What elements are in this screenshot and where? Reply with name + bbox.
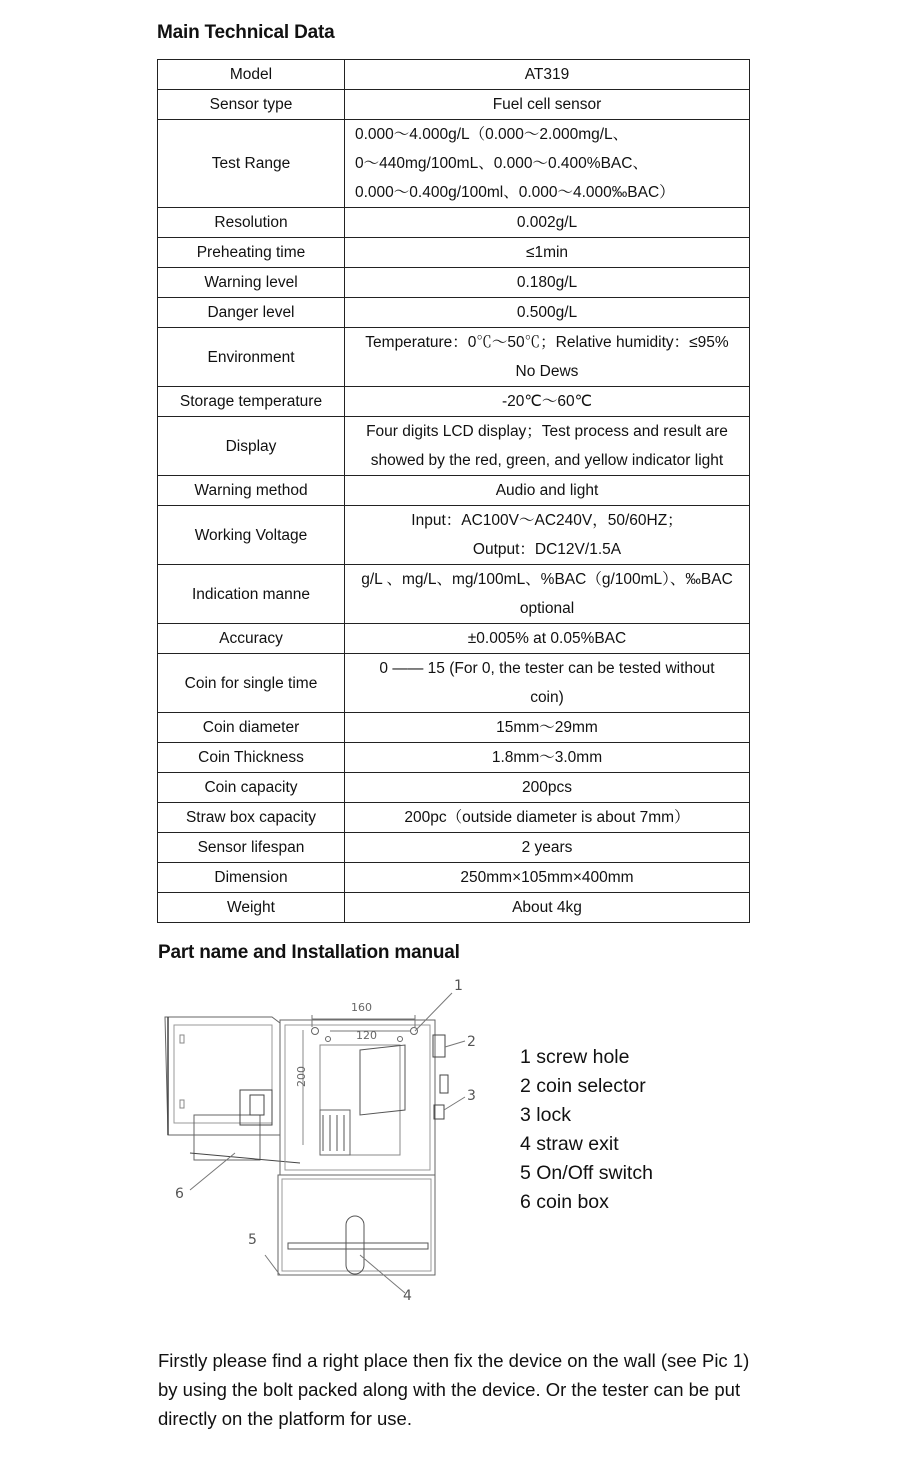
- spec-row: [158, 863, 750, 893]
- spec-value: [345, 743, 750, 773]
- spec-row: [158, 833, 750, 863]
- spec-value-line: Four digits LCD display；Test process and result are: [366, 423, 728, 440]
- spec-label: Indication manne: [158, 565, 345, 624]
- callout-2: 2: [467, 1034, 476, 1050]
- lower-panel: [278, 1175, 435, 1275]
- spec-value: [345, 476, 750, 506]
- spec-value: [345, 506, 750, 565]
- straw-exit: [288, 1243, 428, 1249]
- spec-value-line: About 4kg: [512, 899, 582, 916]
- spec-label: Storage temperature: [158, 387, 345, 417]
- spec-row: [158, 624, 750, 654]
- spec-row: [158, 713, 750, 743]
- spec-row: [158, 120, 750, 208]
- dimension-200-label: 200: [295, 1066, 308, 1087]
- spec-value-line: Temperature：0℃～50℃；Relative humidity：≤95%: [365, 334, 729, 351]
- spec-value-line: Audio and light: [495, 482, 599, 499]
- callout-4: 4: [403, 1288, 412, 1304]
- spec-row: [158, 268, 750, 298]
- spec-label: Weight: [158, 893, 345, 923]
- spec-label: Model: [158, 60, 345, 90]
- spec-value-line: showed by the red, green, and yellow indicator light: [370, 452, 724, 469]
- spec-value: [345, 120, 750, 208]
- spec-value-line: Fuel cell sensor: [492, 96, 602, 113]
- spec-value: [345, 298, 750, 328]
- spec-row: [158, 328, 750, 387]
- spec-value: [345, 238, 750, 268]
- spec-row: [158, 387, 750, 417]
- spec-value-line: g/L 、mg/L、mg/100mL、%BAC（g/100mL）、‰BAC: [361, 571, 733, 588]
- callout-3: 3: [467, 1088, 476, 1104]
- spec-value: [345, 893, 750, 923]
- spec-label: Straw box capacity: [158, 803, 345, 833]
- spec-value-line: 200pc（outside diameter is about 7mm）: [404, 809, 690, 826]
- spec-row: [158, 417, 750, 476]
- spec-value-line: 15mm～29mm: [496, 719, 598, 736]
- legend-item: 6 coin box: [520, 1191, 609, 1213]
- spec-value: [345, 773, 750, 803]
- callout-6: 6: [175, 1186, 184, 1202]
- spec-value-line: -20℃～60℃: [502, 393, 592, 410]
- spec-value-line: ±0.005% at 0.05%BAC: [467, 630, 627, 647]
- legend-item: 4 straw exit: [520, 1133, 619, 1155]
- parts-heading: Part name and Installation manual: [158, 942, 460, 963]
- spec-row: [158, 773, 750, 803]
- spec-row: [158, 238, 750, 268]
- dimension-160-label: 160: [351, 1001, 372, 1014]
- spec-row: [158, 893, 750, 923]
- spec-label: Danger level: [158, 298, 345, 328]
- spec-label: Sensor type: [158, 90, 345, 120]
- spec-value: [345, 208, 750, 238]
- legend-item: 1 screw hole: [520, 1046, 630, 1068]
- spec-label: Coin for single time: [158, 654, 345, 713]
- spec-value-line: 0.000～0.400g/100ml、0.000～4.000‰BAC）: [355, 184, 675, 201]
- parts-legend: [520, 1043, 653, 1217]
- spec-label: Warning level: [158, 268, 345, 298]
- installation-paragraph: Firstly please find a right place then fix the device on the wall (see Pic 1) by using the bolt packed along with the device. Or the tester can be put directly on the platform for use.: [158, 1350, 750, 1429]
- spec-value: [345, 90, 750, 120]
- spec-value: [345, 713, 750, 743]
- spec-value: [345, 60, 750, 90]
- spec-row: [158, 654, 750, 713]
- spec-value-line: No Dews: [515, 363, 579, 380]
- spec-row: [158, 208, 750, 238]
- spec-value: [345, 624, 750, 654]
- spec-value: [345, 565, 750, 624]
- spec-value-line: 0.002g/L: [516, 214, 578, 231]
- spec-label: Sensor lifespan: [158, 833, 345, 863]
- spec-row: [158, 743, 750, 773]
- spec-value-line: 2 years: [521, 839, 573, 856]
- spec-value: [345, 833, 750, 863]
- spec-label: Resolution: [158, 208, 345, 238]
- spec-value-line: 0.180g/L: [516, 274, 578, 291]
- spec-value-line: Input：AC100V～AC240V，50/60HZ；: [411, 512, 683, 529]
- spec-value: [345, 328, 750, 387]
- spec-value-line: Output：DC12V/1.5A: [472, 541, 622, 558]
- spec-value-line: 200pcs: [522, 779, 572, 796]
- spec-label: Environment: [158, 328, 345, 387]
- spec-row: [158, 803, 750, 833]
- spec-label: Preheating time: [158, 238, 345, 268]
- legend-item: 3 lock: [520, 1104, 571, 1126]
- spec-label: Coin capacity: [158, 773, 345, 803]
- spec-value-line: 0～440mg/100mL、0.000～0.400%BAC、: [355, 155, 648, 172]
- spec-row: [158, 298, 750, 328]
- spec-label: Warning method: [158, 476, 345, 506]
- spec-table: [157, 59, 750, 923]
- spec-label: Coin diameter: [158, 713, 345, 743]
- device-diagram: [160, 975, 500, 1315]
- callout-1: 1: [454, 978, 463, 994]
- spec-value-line: 0.500g/L: [516, 304, 578, 321]
- coin-box: [194, 1115, 260, 1160]
- spec-row: [158, 565, 750, 624]
- spec-value: [345, 387, 750, 417]
- spec-value-line: 0 —— 15 (For 0, the tester can be tested without: [379, 660, 715, 677]
- spec-label: Working Voltage: [158, 506, 345, 565]
- spec-value-line: 1.8mm～3.0mm: [491, 749, 603, 766]
- spec-value: [345, 268, 750, 298]
- spec-value: [345, 654, 750, 713]
- spec-label: Accuracy: [158, 624, 345, 654]
- spec-label: Test Range: [158, 120, 345, 208]
- legend-item: 5 On/Off switch: [520, 1162, 653, 1184]
- dimension-120-label: 120: [356, 1029, 377, 1042]
- spec-row: [158, 506, 750, 565]
- spec-value-line: AT319: [524, 66, 570, 83]
- spec-label: Dimension: [158, 863, 345, 893]
- spec-row: [158, 60, 750, 90]
- screw-hole-icon: [411, 1028, 418, 1035]
- spec-value: [345, 863, 750, 893]
- spec-label: Display: [158, 417, 345, 476]
- spec-value-line: 250mm×105mm×400mm: [460, 869, 634, 886]
- spec-value-line: coin): [530, 689, 564, 706]
- spec-label: Coin Thickness: [158, 743, 345, 773]
- spec-value-line: optional: [519, 600, 575, 617]
- specs-heading: Main Technical Data: [157, 22, 335, 43]
- spec-value: [345, 803, 750, 833]
- legend-item: 2 coin selector: [520, 1075, 646, 1097]
- spec-value-line: 0.000～4.000g/L（0.000～2.000mg/L、: [355, 126, 629, 143]
- spec-row: [158, 90, 750, 120]
- spec-value: [345, 417, 750, 476]
- spec-value-line: ≤1min: [525, 244, 569, 261]
- screw-hole-icon: [312, 1028, 319, 1035]
- spec-row: [158, 476, 750, 506]
- callout-5: 5: [248, 1232, 257, 1248]
